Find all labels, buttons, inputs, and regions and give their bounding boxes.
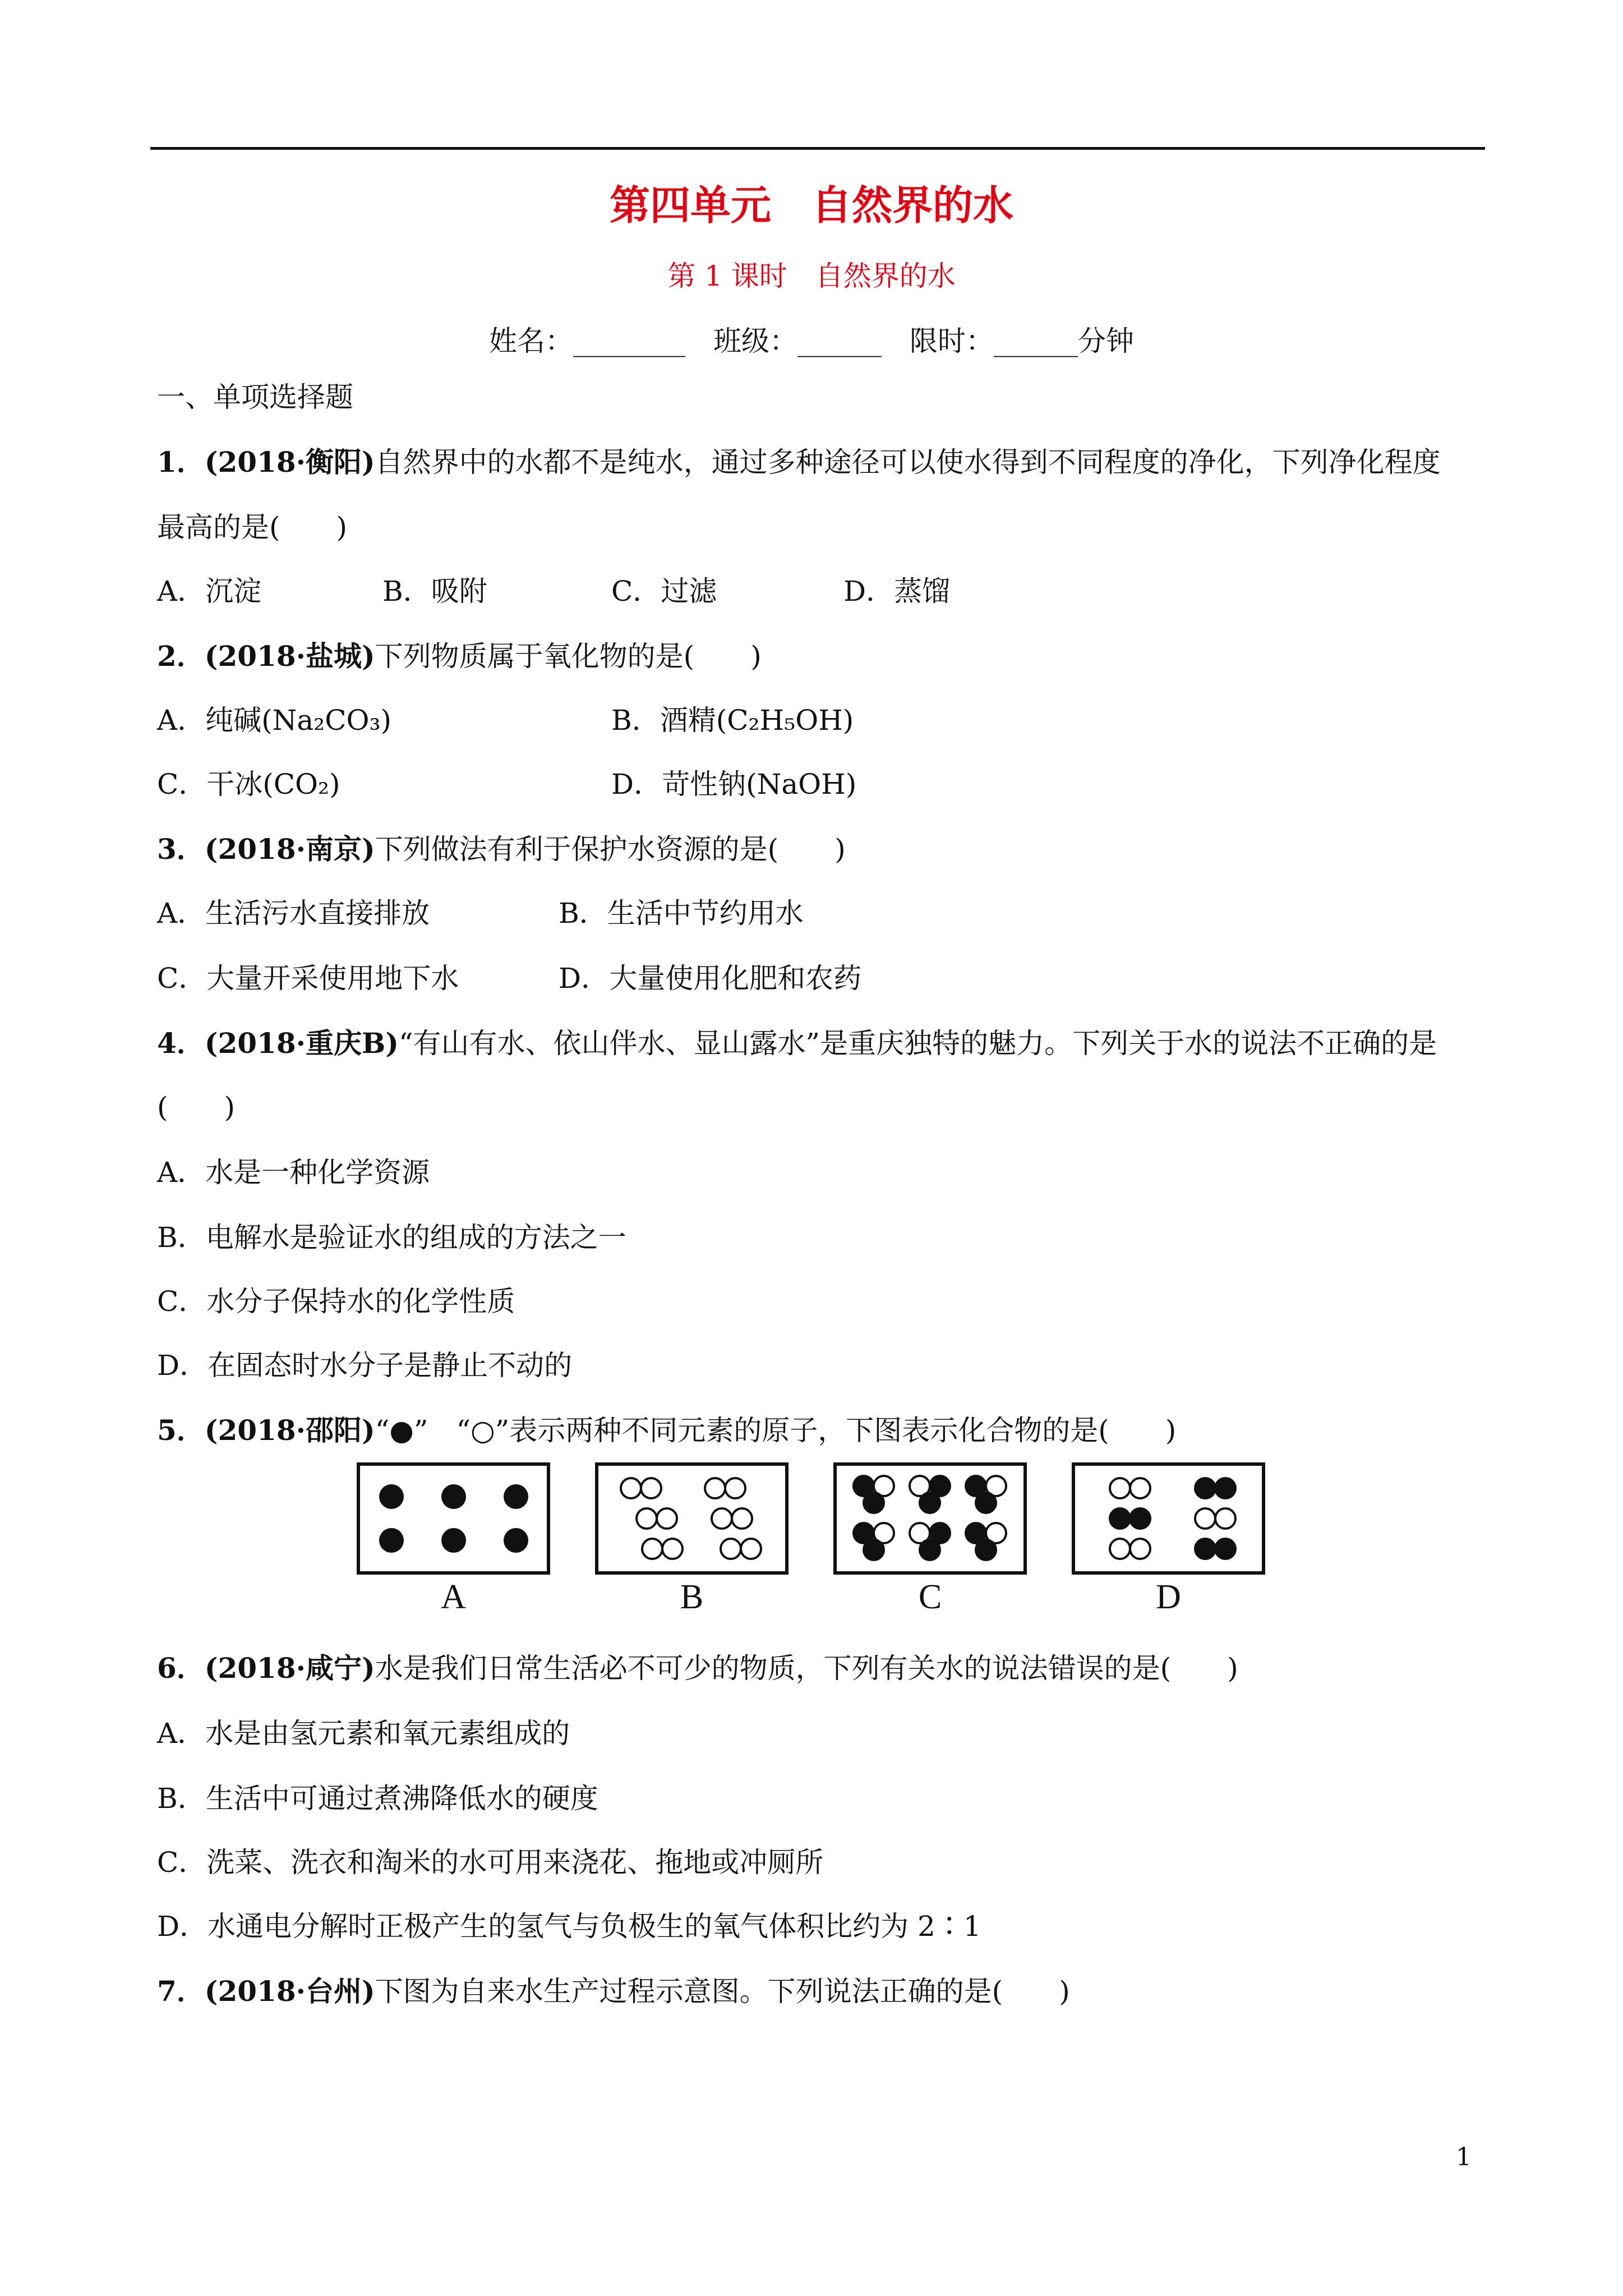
question-text: “有山有水、依山伴水、显山露水”是重庆独特的魅力。下列关于水的说法不正确的是: [398, 1027, 1437, 1060]
question-4-stem-cont: ( ): [157, 1091, 236, 1124]
q6-option-a: A．水是由氢元素和氧元素组成的: [157, 1717, 570, 1750]
question-source: (2018·盐城): [204, 639, 375, 673]
question-source: (2018·衡阳): [204, 445, 375, 478]
question-4-stem: [157, 1027, 1437, 1060]
molecule-diagram-a: [360, 1466, 547, 1571]
question-source: (2018·南京): [204, 832, 375, 866]
q1-option-b: B．吸附: [382, 575, 487, 608]
question-source: (2018·邵阳): [204, 1414, 375, 1447]
q3-option-a: A．生活污水直接排放: [157, 897, 430, 930]
figure-option-d: [1072, 1462, 1265, 1575]
question-1-stem: [157, 445, 1441, 479]
q2-option-b: B．酒精(C₂H₅OH): [611, 704, 854, 737]
q2-option-a: A．纯碱(Na₂CO₃): [157, 704, 392, 737]
question-2-stem: [157, 639, 762, 673]
molecule-diagram-d: [1075, 1466, 1262, 1571]
figure-label-c: C: [918, 1578, 942, 1616]
question-source: (2018·台州): [204, 1975, 375, 2008]
question-text: 下列物质属于氧化物的是( ): [375, 640, 762, 673]
page-number: 1: [1456, 2143, 1472, 2171]
q4-option-b: B．电解水是验证水的组成的方法之一: [157, 1221, 626, 1254]
question-7-stem: [157, 1975, 1070, 2008]
question-text: 自然界中的水都不是纯水，通过多种途径可以使水得到不同程度的净化，下列净化程度: [375, 446, 1441, 478]
question-source: (2018·重庆B): [204, 1027, 399, 1060]
q2-option-c: C．干冰(CO₂): [157, 768, 340, 800]
question-number: 3．: [157, 832, 205, 866]
question-5-stem: [157, 1414, 1176, 1447]
lesson-subtitle: 第 1 课时 自然界的水: [667, 260, 956, 292]
q6-option-b: B．生活中可通过煮沸降低水的硬度: [157, 1782, 598, 1815]
q3-option-c: C．大量开采使用地下水: [157, 962, 459, 995]
figure-label-d: D: [1156, 1578, 1181, 1616]
figure-option-a: [357, 1462, 550, 1575]
header-rule: [150, 147, 1485, 150]
question-number: 1．: [157, 445, 205, 478]
question-number: 7．: [157, 1975, 205, 2008]
q4-option-c: C．水分子保持水的化学性质: [157, 1285, 515, 1318]
question-text: 水是我们日常生活必不可少的物质，下列有关水的说法错误的是( ): [375, 1652, 1238, 1685]
molecule-figure: [357, 1462, 1276, 1616]
question-6-stem: [157, 1651, 1238, 1685]
question-number: 4．: [157, 1027, 205, 1060]
unit-title: 第四单元 自然界的水: [609, 181, 1013, 229]
section-heading: 一、单项选择题: [157, 381, 353, 413]
question-1-stem-cont: 最高的是( ): [157, 511, 348, 544]
question-number: 5．: [157, 1414, 205, 1447]
question-text: “●” “○”表示两种不同元素的原子，下图表示化合物的是( ): [375, 1414, 1177, 1447]
student-info-line: 姓名：________ 班级：______ 限时：______分钟: [489, 325, 1134, 357]
q6-option-d: D．水通电分解时正极产生的氢气与负极生的氧气体积比约为 2∶1: [157, 1910, 981, 1943]
q2-option-d: D．苛性钠(NaOH): [611, 768, 857, 800]
q3-option-b: B．生活中节约用水: [559, 897, 804, 930]
figure-label-b: B: [680, 1578, 704, 1616]
question-text: 下列做法有利于保护水资源的是( ): [375, 833, 846, 866]
figure-option-b: [595, 1462, 789, 1575]
q4-option-d: D．在固态时水分子是静止不动的: [157, 1349, 573, 1382]
q6-option-c: C．洗菜、洗衣和淘米的水可用来浇花、拖地或冲厕所: [157, 1846, 824, 1879]
q1-option-a: A．沉淀: [157, 575, 262, 608]
figure-label-a: A: [441, 1578, 466, 1616]
question-number: 2．: [157, 639, 205, 673]
molecule-diagram-b: [598, 1466, 785, 1571]
molecule-diagram-c: [837, 1466, 1023, 1571]
q1-option-d: D．蒸馏: [843, 575, 951, 608]
question-text: 下图为自来水生产过程示意图。下列说法正确的是( ): [375, 1975, 1070, 2008]
figure-option-c: [833, 1462, 1027, 1575]
question-number: 6．: [157, 1651, 205, 1685]
question-source: (2018·咸宁): [204, 1651, 375, 1685]
question-3-stem: [157, 832, 846, 866]
q1-option-c: C．过滤: [611, 575, 717, 608]
q4-option-a: A．水是一种化学资源: [157, 1156, 430, 1189]
q3-option-d: D．大量使用化肥和农药: [559, 962, 862, 995]
